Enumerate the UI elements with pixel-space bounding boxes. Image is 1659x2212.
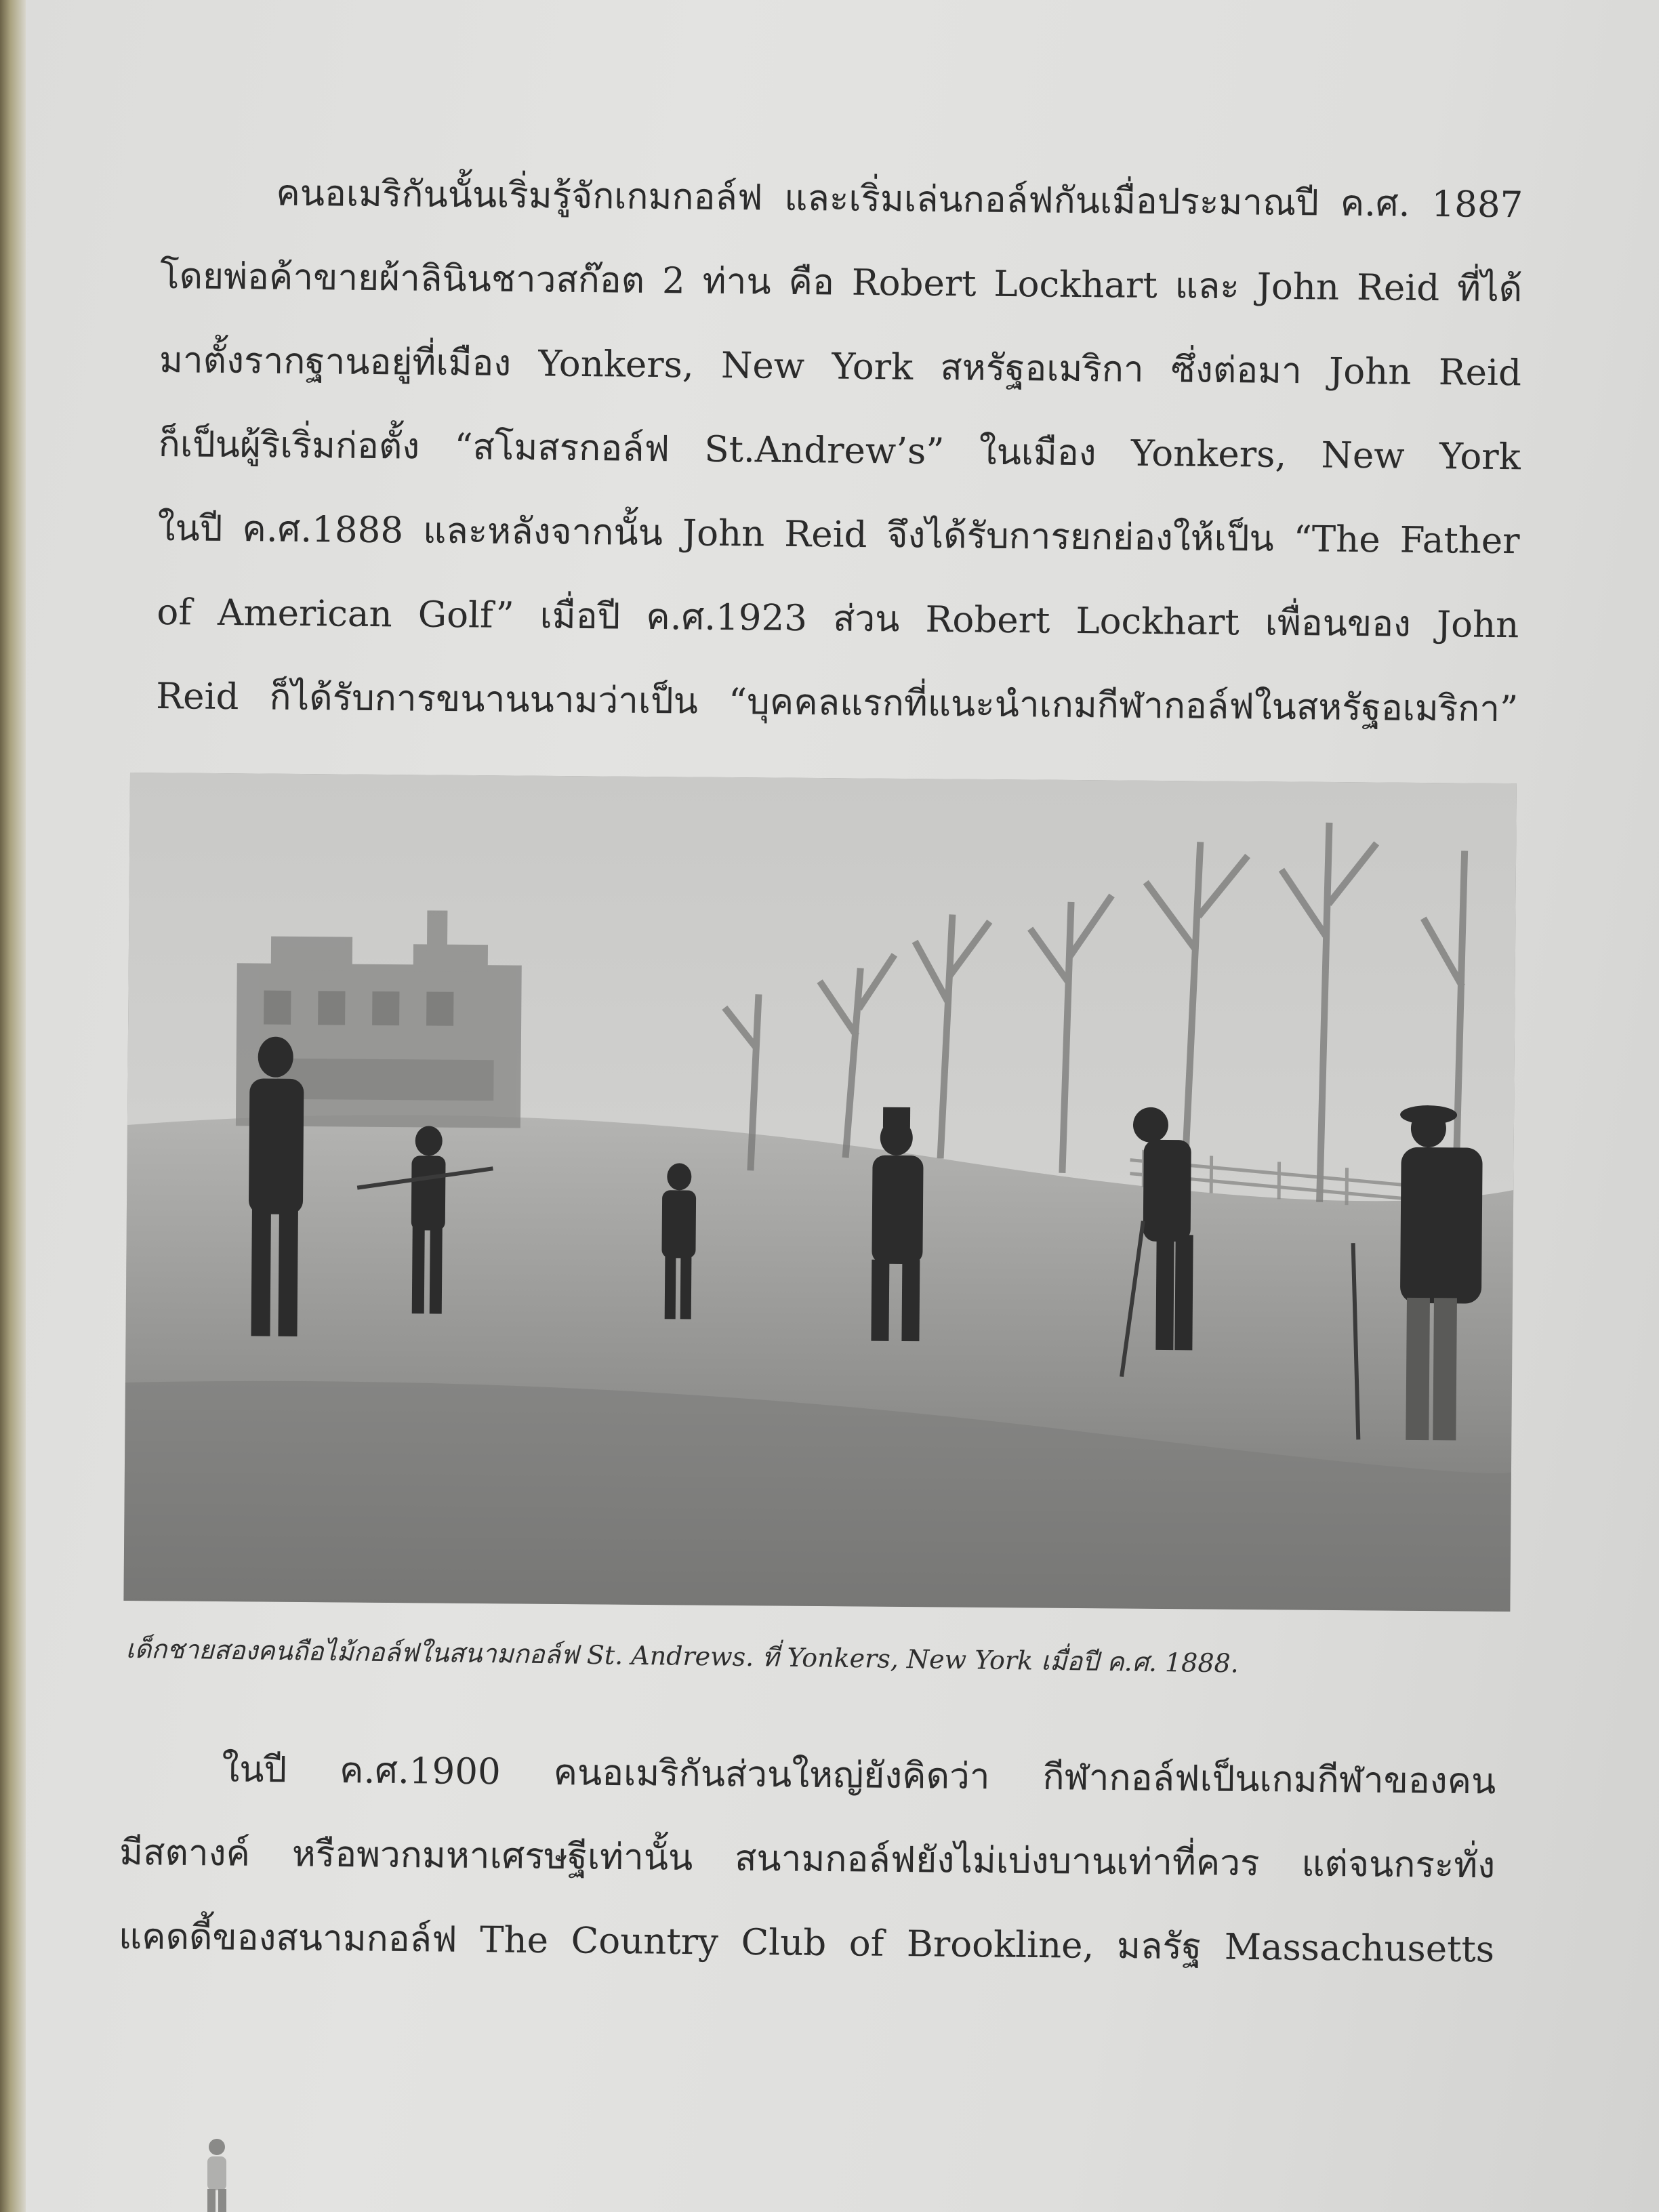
golfer-footer-icon bbox=[190, 2135, 244, 2212]
paragraph-2 bbox=[118, 1727, 1496, 1992]
page-binding-edge bbox=[0, 0, 26, 2212]
historical-golf-photo bbox=[123, 773, 1517, 1612]
paragraph-1-line: โดยพ่อค้าขายผ้าลินินชาวสก๊อต 2 ท่าน คือ Robert Lockhart และ John Reid ที่ได้ bbox=[159, 255, 1523, 310]
paragraph-1 bbox=[156, 150, 1523, 752]
paragraph-1-line: ก็เป็นผู้ริเริ่มก่อตั้ง “สโมสรกอล์ฟ St.Andrew’s” ในเมือง Yonkers, New York bbox=[158, 423, 1521, 478]
photo-caption: เด็กชายสองคนถือไม้กอล์ฟในสนามกอล์ฟ St. Andrews. ที่ Yonkers, New York เมื่อปี ค.ศ. 1888. bbox=[125, 1633, 1240, 1679]
golf-course-photo-image bbox=[123, 773, 1517, 1612]
paragraph-1-line: มาตั้งรากฐานอยู่ที่เมือง Yonkers, New York สหรัฐอเมริกา ซึ่งต่อมา John Reid bbox=[159, 339, 1522, 394]
paragraph-1-line: คนอเมริกันนั้นเริ่มรู้จักเกมกอล์ฟ และเริ่มเล่นกอล์ฟกันเมื่อประมาณปี ค.ศ. 1887 bbox=[276, 172, 1523, 226]
paragraph-2-line: แคดดี้ของสนามกอล์ฟ The Country Club of Brookline, มลรัฐ Massachusetts bbox=[118, 1915, 1495, 1971]
paragraph-2-line: มีสตางค์ หรือพวกมหาเศรษฐีเท่านั้น สนามกอล์ฟยังไม่เบ่งบานเท่าที่ควร แต่จนกระทั่ง bbox=[119, 1831, 1496, 1887]
paragraph-2-line: ในปี ค.ศ.1900 คนอเมริกันส่วนใหญ่ยังคิดว่า กีฬากอล์ฟเป็นเกมกีฬาของคน bbox=[222, 1748, 1496, 1803]
paragraph-1-line: Reid ก็ได้รับการขนานนามว่าเป็น “บุคคลแรกที่แนะนำเกมกีฬากอล์ฟในสหรัฐอเมริกา” bbox=[155, 675, 1519, 731]
paragraph-1-line: ในปี ค.ศ.1888 และหลังจากนั้น John Reid จึงได้รับการยกย่องให้เป็น “The Father bbox=[157, 507, 1520, 562]
paragraph-1-line: of American Golf” เมื่อปี ค.ศ.1923 ส่วน Robert Lockhart เพื่อนของ John bbox=[157, 591, 1519, 647]
